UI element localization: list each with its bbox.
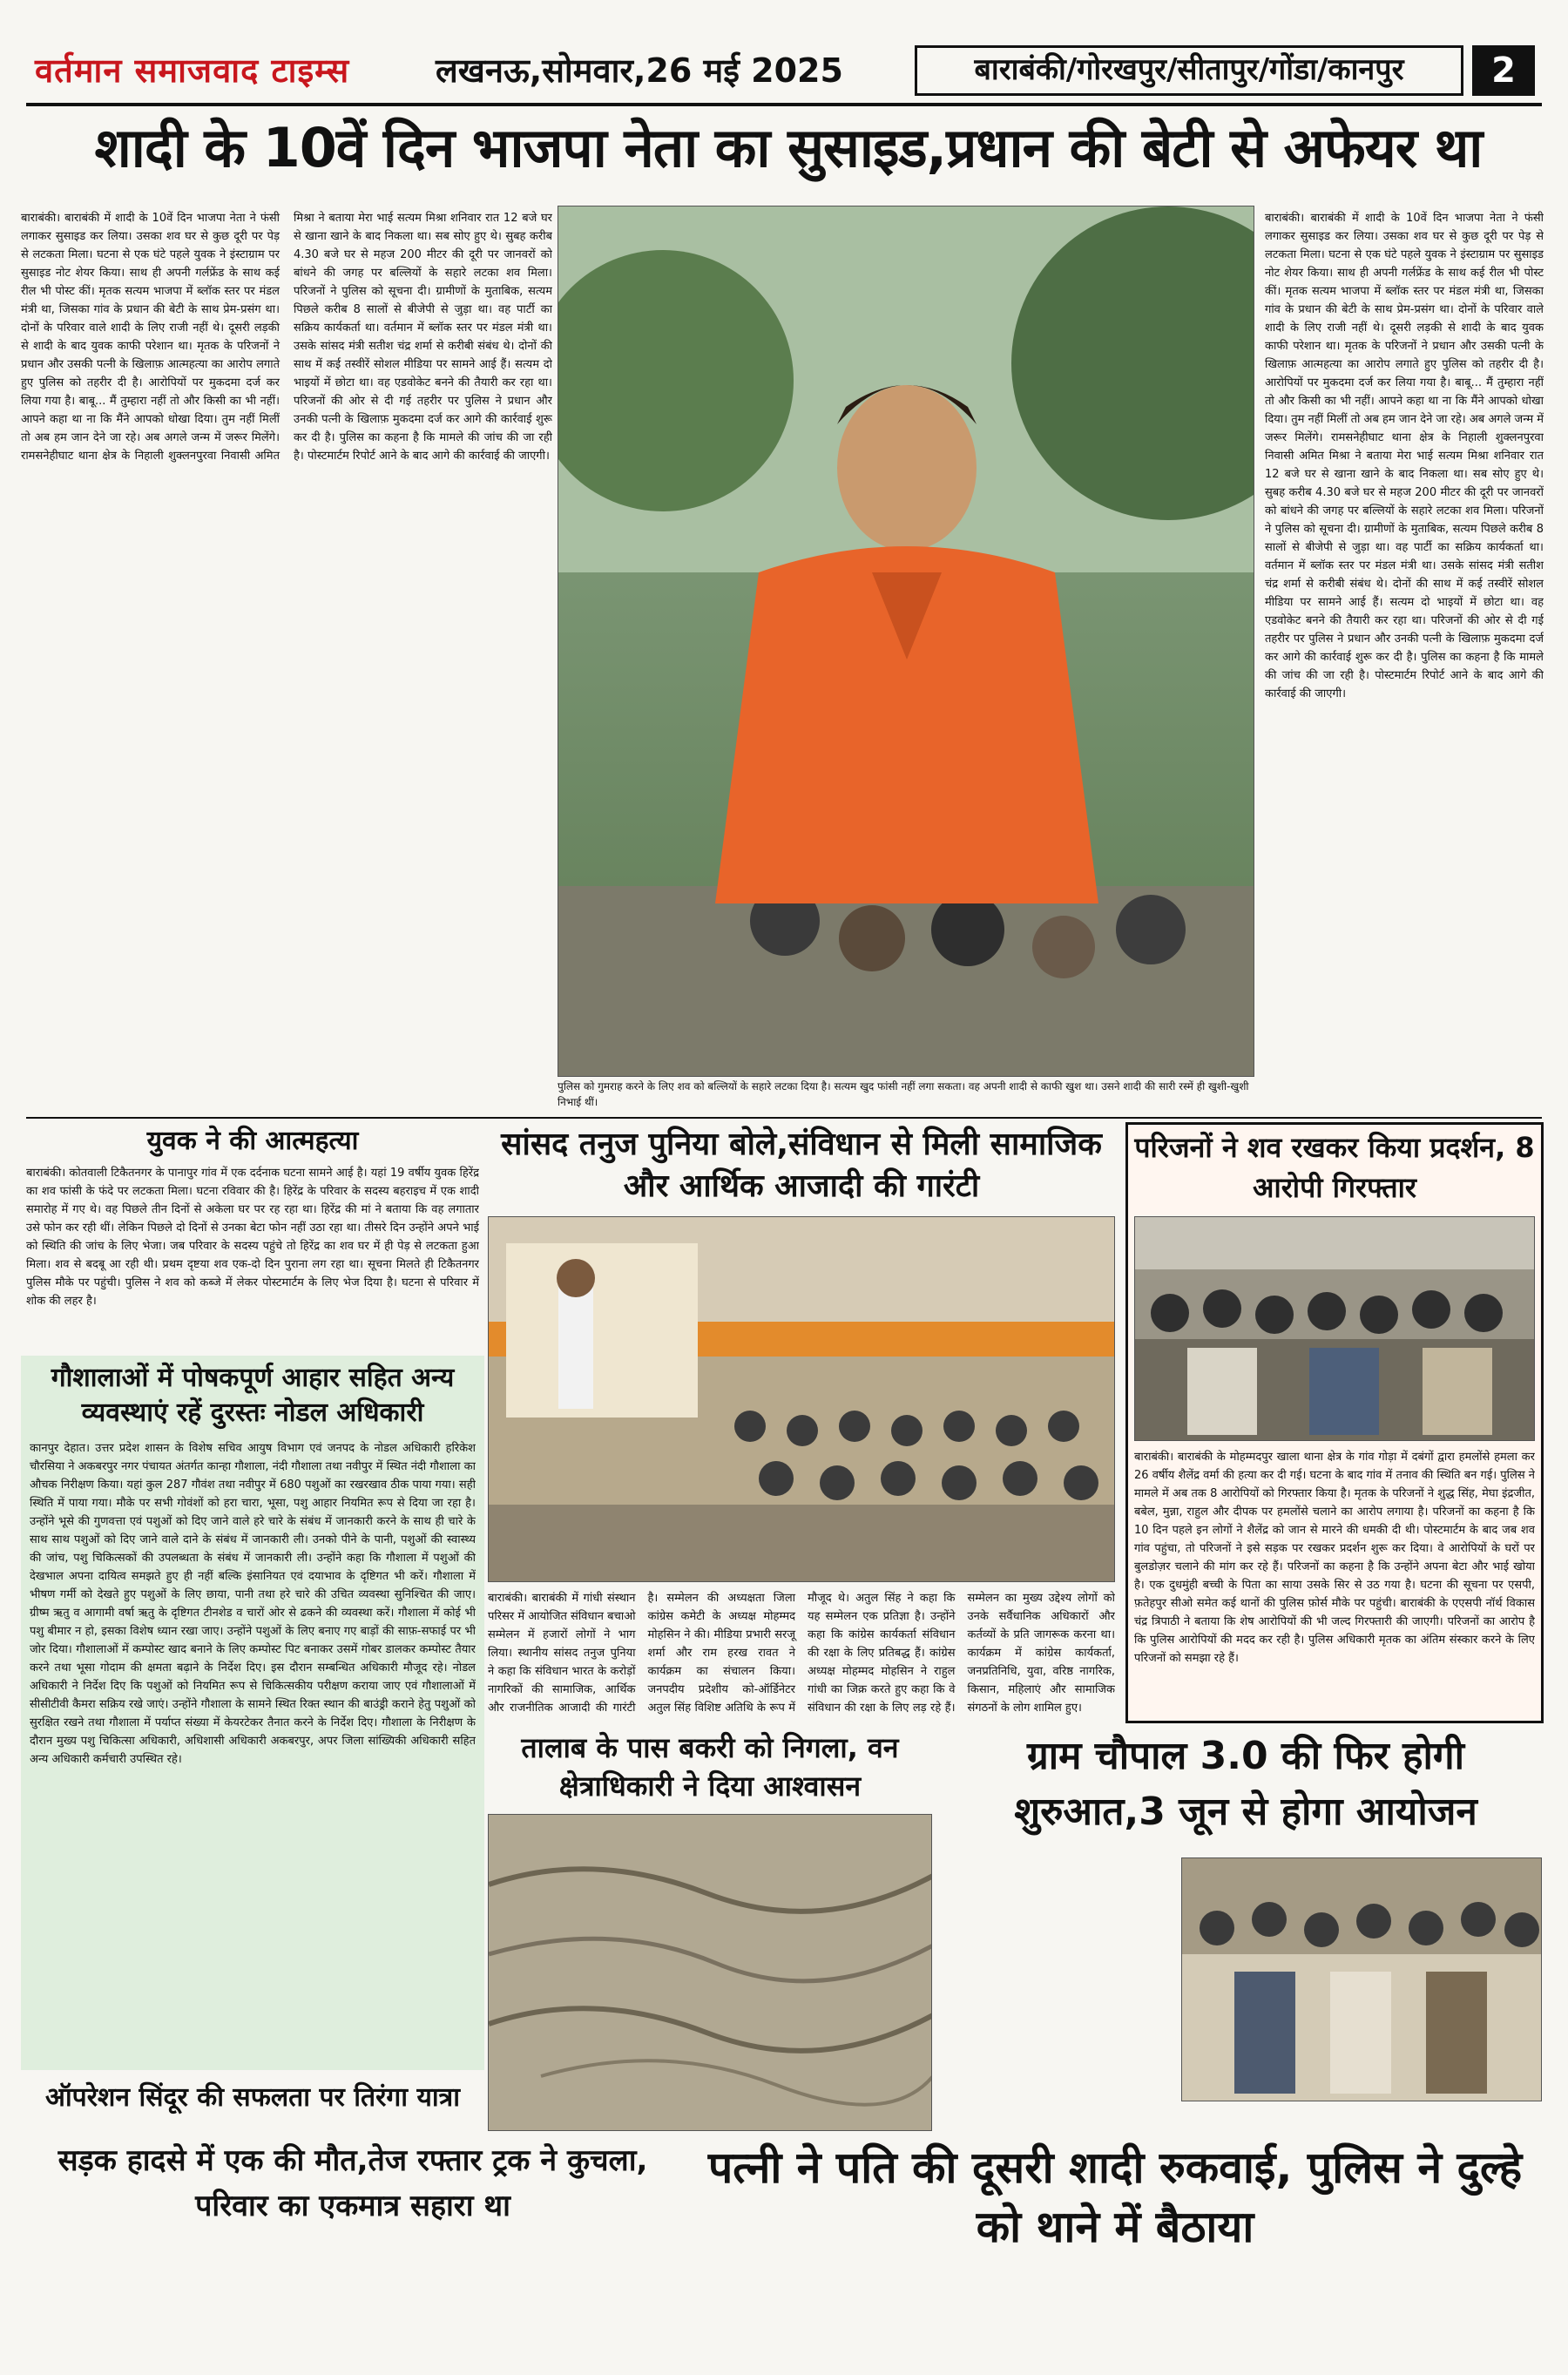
lead-photo-caption: पुलिस को गुमराह करने के लिए शव को बल्लियों के सहारे लटका दिया है। सत्यम खुद फांसी नहीं लगा सकता। वह अपनी शादी से काफी खुश था। उसने शादी की सारी रस्में ही खुशी-खुशी निभाई थीं।	[558, 1080, 1249, 1108]
gaushala-body: कानपुर देहात। उत्तर प्रदेश शासन के विशेष सचिव आयुष विभाग एवं जनपद के नोडल अधिकारी हरिकेश चौरसिया ने अकबरपुर नगर पंचायत अंतर्गत कान्हा गौशाला, नंदी गौशाला तथा नवीपुर में स्थित नंदी गौशाला का औचक निरीक्षण किया। यहां कुल 287 गौवंश तथा नवीपुर में 680 पशुओं का रखरखाव ठीक पाया गया। सही स्थिति में पाया गया। मौके पर सभी गोवंशों को हरा चारा, भूसा, पशु आहार नियमित रूप से दिया जा रहा है। उन्होंने भूसे की गुणवत्ता एवं पशुओं को दिए जाने वाले हरे चारे के संबंध में जानकारी करने के साथ ही चारे के साथ साथ पशुओं को दिए जाने वाले दाने के संबंध में जानकारी ली। उनको पीने के पानी, पशुओं की स्वास्थ्य की जांच, पशु चिकित्सकों की उपलब्धता के संबंध में जानकारी ली। उन्होंने कहा कि गौशाला में पशुओं की देखभाल अपना दायित्व समझते हुए ही नहीं बल्कि इंसानियत एवं दयाभाव के दृष्टिगत भी करें। गौशाला में भीषण गर्मी को देखते हुए पशुओं के लिए छाया, पानी तथा हरे चारे की उचित व्यवस्था सुनिश्चित की जाए। ग्रीष्म ऋतु व आगामी वर्षा ऋतु के दृष्टिगत टीनशेड व चारों ओर से ढकने की व्यवस्था करें। गौशाला में कोई भी पशु बीमार न हो, इसका विशेष ध्यान रखा जाए। उन्होंने पशुओं के लिए बनाए गए बाड़ों की साफ़-सफाई पर भी जोर दिया। गौशालाओं में कम्पोस्ट खाद बनाने के लिए कम्पोस्ट पिट बनाकर उसमें गोबर डालकर कम्पोस्ट तैयार करने तथा भूसा गोदाम की क्षमता बढ़ाने के निर्देश दिए। इस दौरान सम्बन्धित अधिकारी मौजूद रहे। नोडल अधिकारी ने निर्देश दिए कि पशुओं को नियमित रूप से चिकित्सकीय परीक्षण कराया जाए एवं गौशालाओं में सीसीटीवी कैमरा सक्रिय रखे जाएं। उन्होंने गौशाला के सामने स्थित रिक्त स्थान की बाउंड्री कराने हेतु पशुओं को सुरक्षित रखने तथा गौशाला में पर्याप्त संख्या में केयरटेकर तैनात करने के निर्देश दिए। गौशाला के निरीक्षण के दौरान मुख्य पशु चिकित्सा अधिकारी, अधिशासी अधिकारी अकबरपुर, अपर जिला सांख्यिकी अधिकारी सहित अन्य अधिकारी कर्मचारी उपस्थित रहे।	[30, 1442, 476, 1766]
wife-headline: पत्नी ने पति की दूसरी शादी रुकवाई, पुलिस ने दुल्हे को थाने में बैठाया	[707, 2142, 1523, 2252]
punia-headline: सांसद तनुज पुनिया बोले,संविधान से मिली सामाजिक और आर्थिक आजादी की गारंटी	[501, 1127, 1102, 1204]
page-number: 2	[1472, 45, 1535, 96]
masthead-rule	[26, 103, 1542, 106]
chaupal-headline: ग्राम चौपाल 3.0 की फिर होगी शुरुआत,3 जून से होगा आयोजन	[1014, 1734, 1477, 1834]
lead-body-right: बाराबंकी। बाराबंकी में शादी के 10वें दिन भाजपा नेता ने फंसी लगाकर सुसाइड कर लिया। उसका शव घर से कुछ दूरी पर पेड़ से लटकता मिला। घटना से एक घंटे पहले युवक ने इंस्टाग्राम पर सुसाइड नोट शेयर किया। साथ ही अपनी गर्लफ्रेंड के साथ कई रील भी पोस्ट कीं। मृतक सत्यम भाजपा में ब्लॉक स्तर पर मंडल मंत्री था, जिसका गांव के प्रधान की बेटी के साथ प्रेम-प्रसंग था। दोनों के परिवार वाले शादी के लिए राजी नहीं थे। दूसरी लड़की से शादी के बाद युवक काफी परेशान था। मृतक के परिजनों ने प्रधान और उसकी पत्नी के खिलाफ़ आत्महत्या का आरोप लगाते हुए पुलिस को तहरीर दी है। आरोपियों पर मुकदमा दर्ज कर लिया गया है। बाबू... मैं तुम्हारा नहीं तो और किसी का भी नहीं। आपने कहा था ना कि मैंने आपको धोखा दिया। तुम नहीं मिलीं तो अब हम जान देने जा रहे। अब अगले जन्म में जरूर मिलेंगे। रामसनेहीघाट थाना क्षेत्र के निहाली शुक्लनपुरवा निवासी अमित मिश्रा ने बताया मेरा भाई सत्यम मिश्रा शनिवार रात 12 बजे घर से खाना खाने के बाद निकला था। सब सोए हुए थे। सुबह करीब 4.30 बजे घर से महज 200 मीटर की दूरी पर जानवरों को बांधने की जगह पर बल्लियों के सहारे लटका शव मिला। परिजनों ने पुलिस को सूचना दी। ग्रामीणों के मुताबिक, सत्यम पिछले करीब 8 सालों से बीजेपी से जुड़ा था। वह पार्टी का सक्रिय कार्यकर्ता था। वर्तमान में ब्लॉक स्तर पर मंडल मंत्री था। उसके सांसद मंत्री सतीश चंद्र शर्मा से करीबी संबंध थे। दोनों की साथ में कई तस्वीरें सोशल मीडिया पर सामने आई हैं। सत्यम दो भाइयों में छोटा था। वह एडवोकेट बनने की तैयारी कर रहा था। परिजनों की ओर से दी गई तहरीर पर पुलिस ने प्रधान और उनकी पत्नी के खिलाफ़ मुकदमा दर्ज कर आगे की कार्रवाई शुरू कर दी है। पुलिस का कहना है कि मामले की जांच की जा रही है। पोस्टमार्टम रिपोर्ट आने के बाद आगे की कार्रवाई की जाएगी।	[1265, 212, 1544, 700]
paper-name: वर्तमान समाजवाद टाइम्स	[35, 51, 350, 90]
goat-photo	[488, 1814, 932, 2131]
protest-photo	[1134, 1216, 1535, 1441]
edition-cities: बाराबंकी/गोरखपुर/सीतापुर/गोंडा/कानपुर	[915, 45, 1463, 96]
operation-headline: ऑपरेशन सिंदूर की सफलता पर तिरंगा यात्रा	[44, 2082, 460, 2113]
rule-1	[26, 1117, 1542, 1119]
dateline: लखनऊ,सोमवार,26 मई 2025	[436, 51, 843, 90]
gaushala-headline: गौशालाओं में पोषकपूर्ण आहार सहित अन्य व्यवस्थाएं रहें दुरस्तः नोडल अधिकारी	[51, 1363, 455, 1428]
protest-headline: परिजनों ने शव रखकर किया प्रदर्शन, 8 आरोपी गिरफ्तार	[1134, 1131, 1535, 1204]
accident-headline: सड़क हादसे में एक की मौत,तेज रफ्तार ट्रक ने कुचला, परिवार का एकमात्र सहारा था	[57, 2143, 648, 2223]
suicide-headline: युवक ने की आत्महत्या	[146, 1126, 359, 1156]
suicide-body: बाराबंकी। कोतवाली टिकैतनगर के पानापुर गांव में एक दर्दनाक घटना सामने आई है। यहां 19 वर्षीय युवक हिरेंद्र का शव फांसी के फंदे पर लटकता मिला। घटना रविवार की है। हिरेंद्र के परिवार के सदस्य बहराइच में एक शादी समारोह में गए थे। वह पिछले तीन दिनों से अकेला घर पर रह रहा था। हिरेंद्र की मां ने बताया कि वह लगातार उसे फोन कर रही थीं। लेकिन पिछले दो दिनों से उनका बेटा फोन नहीं उठा रहा था। तीसरे दिन उन्होंने अपने भाई को स्थिति की जांच के लिए भेजा। जब परिवार के सदस्य पहुंचे तो हिरेंद्र का शव घर में ही पेड़ से लटकता हुआ मिला। शव से बदबू आ रही थी। प्रथम दृष्टया शव एक-दो दिन पुराना लग रहा था। सूचना मिलते ही टिकैतनगर पुलिस मौके पर पहुंची। पुलिस ने शव को कब्जे में लेकर पोस्टमार्टम के लिए भेज दिया है। घटना से परिवार में शोक की लहर है।	[26, 1167, 479, 1308]
lead-body-left: बाराबंकी। बाराबंकी में शादी के 10वें दिन भाजपा नेता ने फंसी लगाकर सुसाइड कर लिया। उसका शव घर से कुछ दूरी पर पेड़ से लटकता मिला। घटना से एक घंटे पहले युवक ने इंस्टाग्राम पर सुसाइड नोट शेयर किया। साथ ही अपनी गर्लफ्रेंड के साथ कई रील भी पोस्ट कीं। मृतक सत्यम भाजपा में ब्लॉक स्तर पर मंडल मंत्री था, जिसका गांव के प्रधान की बेटी के साथ प्रेम-प्रसंग था। दोनों के परिवार वाले शादी के लिए राजी नहीं थे। दूसरी लड़की से शादी के बाद युवक काफी परेशान था। मृतक के परिजनों ने प्रधान और उसकी पत्नी के खिलाफ़ आत्महत्या का आरोप लगाते हुए पुलिस को तहरीर दी है। आरोपियों पर मुकदमा दर्ज कर लिया गया है। बाबू... मैं तुम्हारा नहीं तो और किसी का भी नहीं। आपने कहा था ना कि मैंने आपको धोखा दिया। तुम नहीं मिलीं तो अब हम जान देने जा रहे। अब अगले जन्म में जरूर मिलेंगे। रामसनेहीघाट थाना क्षेत्र के निहाली शुक्लनपुरवा निवासी अमित मिश्रा ने बताया मेरा भाई सत्यम मिश्रा शनिवार रात 12 बजे घर से खाना खाने के बाद निकला था। सब सोए हुए थे। सुबह करीब 4.30 बजे घर से महज 200 मीटर की दूरी पर जानवरों को बांधने की जगह पर बल्लियों के सहारे लटका शव मिला। परिजनों ने पुलिस को सूचना दी। ग्रामीणों के मुताबिक, सत्यम पिछले करीब 8 सालों से बीजेपी से जुड़ा था। वह पार्टी का सक्रिय कार्यकर्ता था। वर्तमान में ब्लॉक स्तर पर मंडल मंत्री था। उसके सांसद मंत्री सतीश चंद्र शर्मा से करीबी संबंध थे। दोनों की साथ में कई तस्वीरें सोशल मीडिया पर सामने आई हैं। सत्यम दो भाइयों में छोटा था। वह एडवोकेट बनने की तैयारी कर रहा था। परिजनों की ओर से दी गई तहरीर पर पुलिस ने प्रधान और उनकी पत्नी के खिलाफ़ मुकदमा दर्ज कर आगे की कार्रवाई शुरू कर दी है। पुलिस का कहना है कि मामले की जांच की जा रही है। पोस्टमार्टम रिपोर्ट आने के बाद आगे की कार्रवाई की जाएगी।	[21, 212, 552, 463]
punia-body: बाराबंकी। बाराबंकी में गांधी संस्थान परिसर में आयोजित संविधान बचाओ सम्मेलन में हजारों लोगों ने भाग लिया। स्थानीय सांसद तनुज पुनिया ने कहा कि संविधान भारत के करोड़ों नागरिकों की सामाजिक, आर्थिक और राजनीतिक आजादी की गारंटी है। सम्मेलन की अध्यक्षता जिला कांग्रेस कमेटी के अध्यक्ष मोहम्मद मोहसिन ने की। मीडिया प्रभारी सरजू शर्मा और राम हरख रावत ने कार्यक्रम का संचालन किया। जनपदीय प्रदेशीय को-ऑर्डिनेटर अतुल सिंह विशिष्ट अतिथि के रूप में मौजूद थे। अतुल सिंह ने कहा कि यह सम्मेलन एक प्रतिज्ञा है। उन्होंने कहा कि कांग्रेस कार्यकर्ता संविधान की रक्षा के लिए प्रतिबद्ध हैं। कांग्रेस अध्यक्ष मोहम्मद मोहसिन ने राहुल गांधी का जिक्र करते हुए कहा कि वे संविधान की रक्षा के लिए लड़ रहे हैं। सम्मेलन का मुख्य उद्देश्य लोगों को उनके सर्वैधानिक अधिकारों और कर्तव्यों के प्रति जागरूक करना था। कार्यक्रम में कांग्रेस कार्यकर्ता, जनप्रतिनिधि, युवा, वरिष्ठ नागरिक, किसान, महिलाएं और सामाजिक संगठनों के लोग शामिल हुए।	[488, 1592, 1115, 1715]
punia-photo	[488, 1216, 1115, 1582]
lead-headline: शादी के 10वें दिन भाजपा नेता का सुसाइड,प्रधान की बेटी से अफेयर था	[94, 116, 1483, 179]
goat-headline: तालाब के पास बकरी को निगला, वन क्षेत्राधिकारी ने दिया आश्वासन	[521, 1731, 899, 1803]
chaupal-photo	[1181, 1857, 1542, 2101]
lead-photo	[558, 206, 1254, 1077]
protest-body: बाराबंकी। बाराबंकी के मोहम्मदपुर खाला थाना क्षेत्र के गांव गोड़ा में दबंगों द्वारा हमलोंसे हमला कर 26 वर्षीय शैलेंद्र वर्मा की हत्या कर दी गई। घटना के बाद गांव में तनाव की स्थिति बन गई। पुलिस ने मामले में अब तक 8 आरोपियों को गिरफ्तार किया है। मृतक के परिजनों ने शुद्ध सिंह, मेघा इंद्रजीत, बबेल, मुन्ना, राहुल और दीपक पर हमलोंसे चलाने का आरोप लगाया है। परिजनों का कहना है कि 10 दिन पहले इन लोगों ने शैलेंद्र को जान से मारने की धमकी दी थी। पोस्टमार्टम के बाद जब शव गांव पहुंचा, तो परिजनों ने इसे सड़क पर रखकर प्रदर्शन शुरू कर दिया। वे आरोपियों के घरों पर बुलडोज़र चलाने की मांग कर रहे हैं। परिजनों का कहना है कि उन्होंने अपना बेटा और भाई खोया है। एक दुधमुंही बच्ची के पिता का साया उसके सिर से उठ गया है। घटना की सूचना पर एसपी, फ़तेहपुर सीओ समेत कई थानों की पुलिस फ़ोर्स मौके पर पहुंची। बाराबंकी के एएसपी नॉर्थ विकास चंद्र त्रिपाठी ने बताया कि शेष आरोपियों की भी जल्द गिरफ्तारी की जाएगी। परिजनों का आरोप है कि पुलिस आरोपियों की मदद कर रही है। पुलिस अधिकारी मृतक का अंतिम संस्कार करने के लिए परिजनों को समझा रहे हैं।	[1134, 1451, 1535, 1665]
